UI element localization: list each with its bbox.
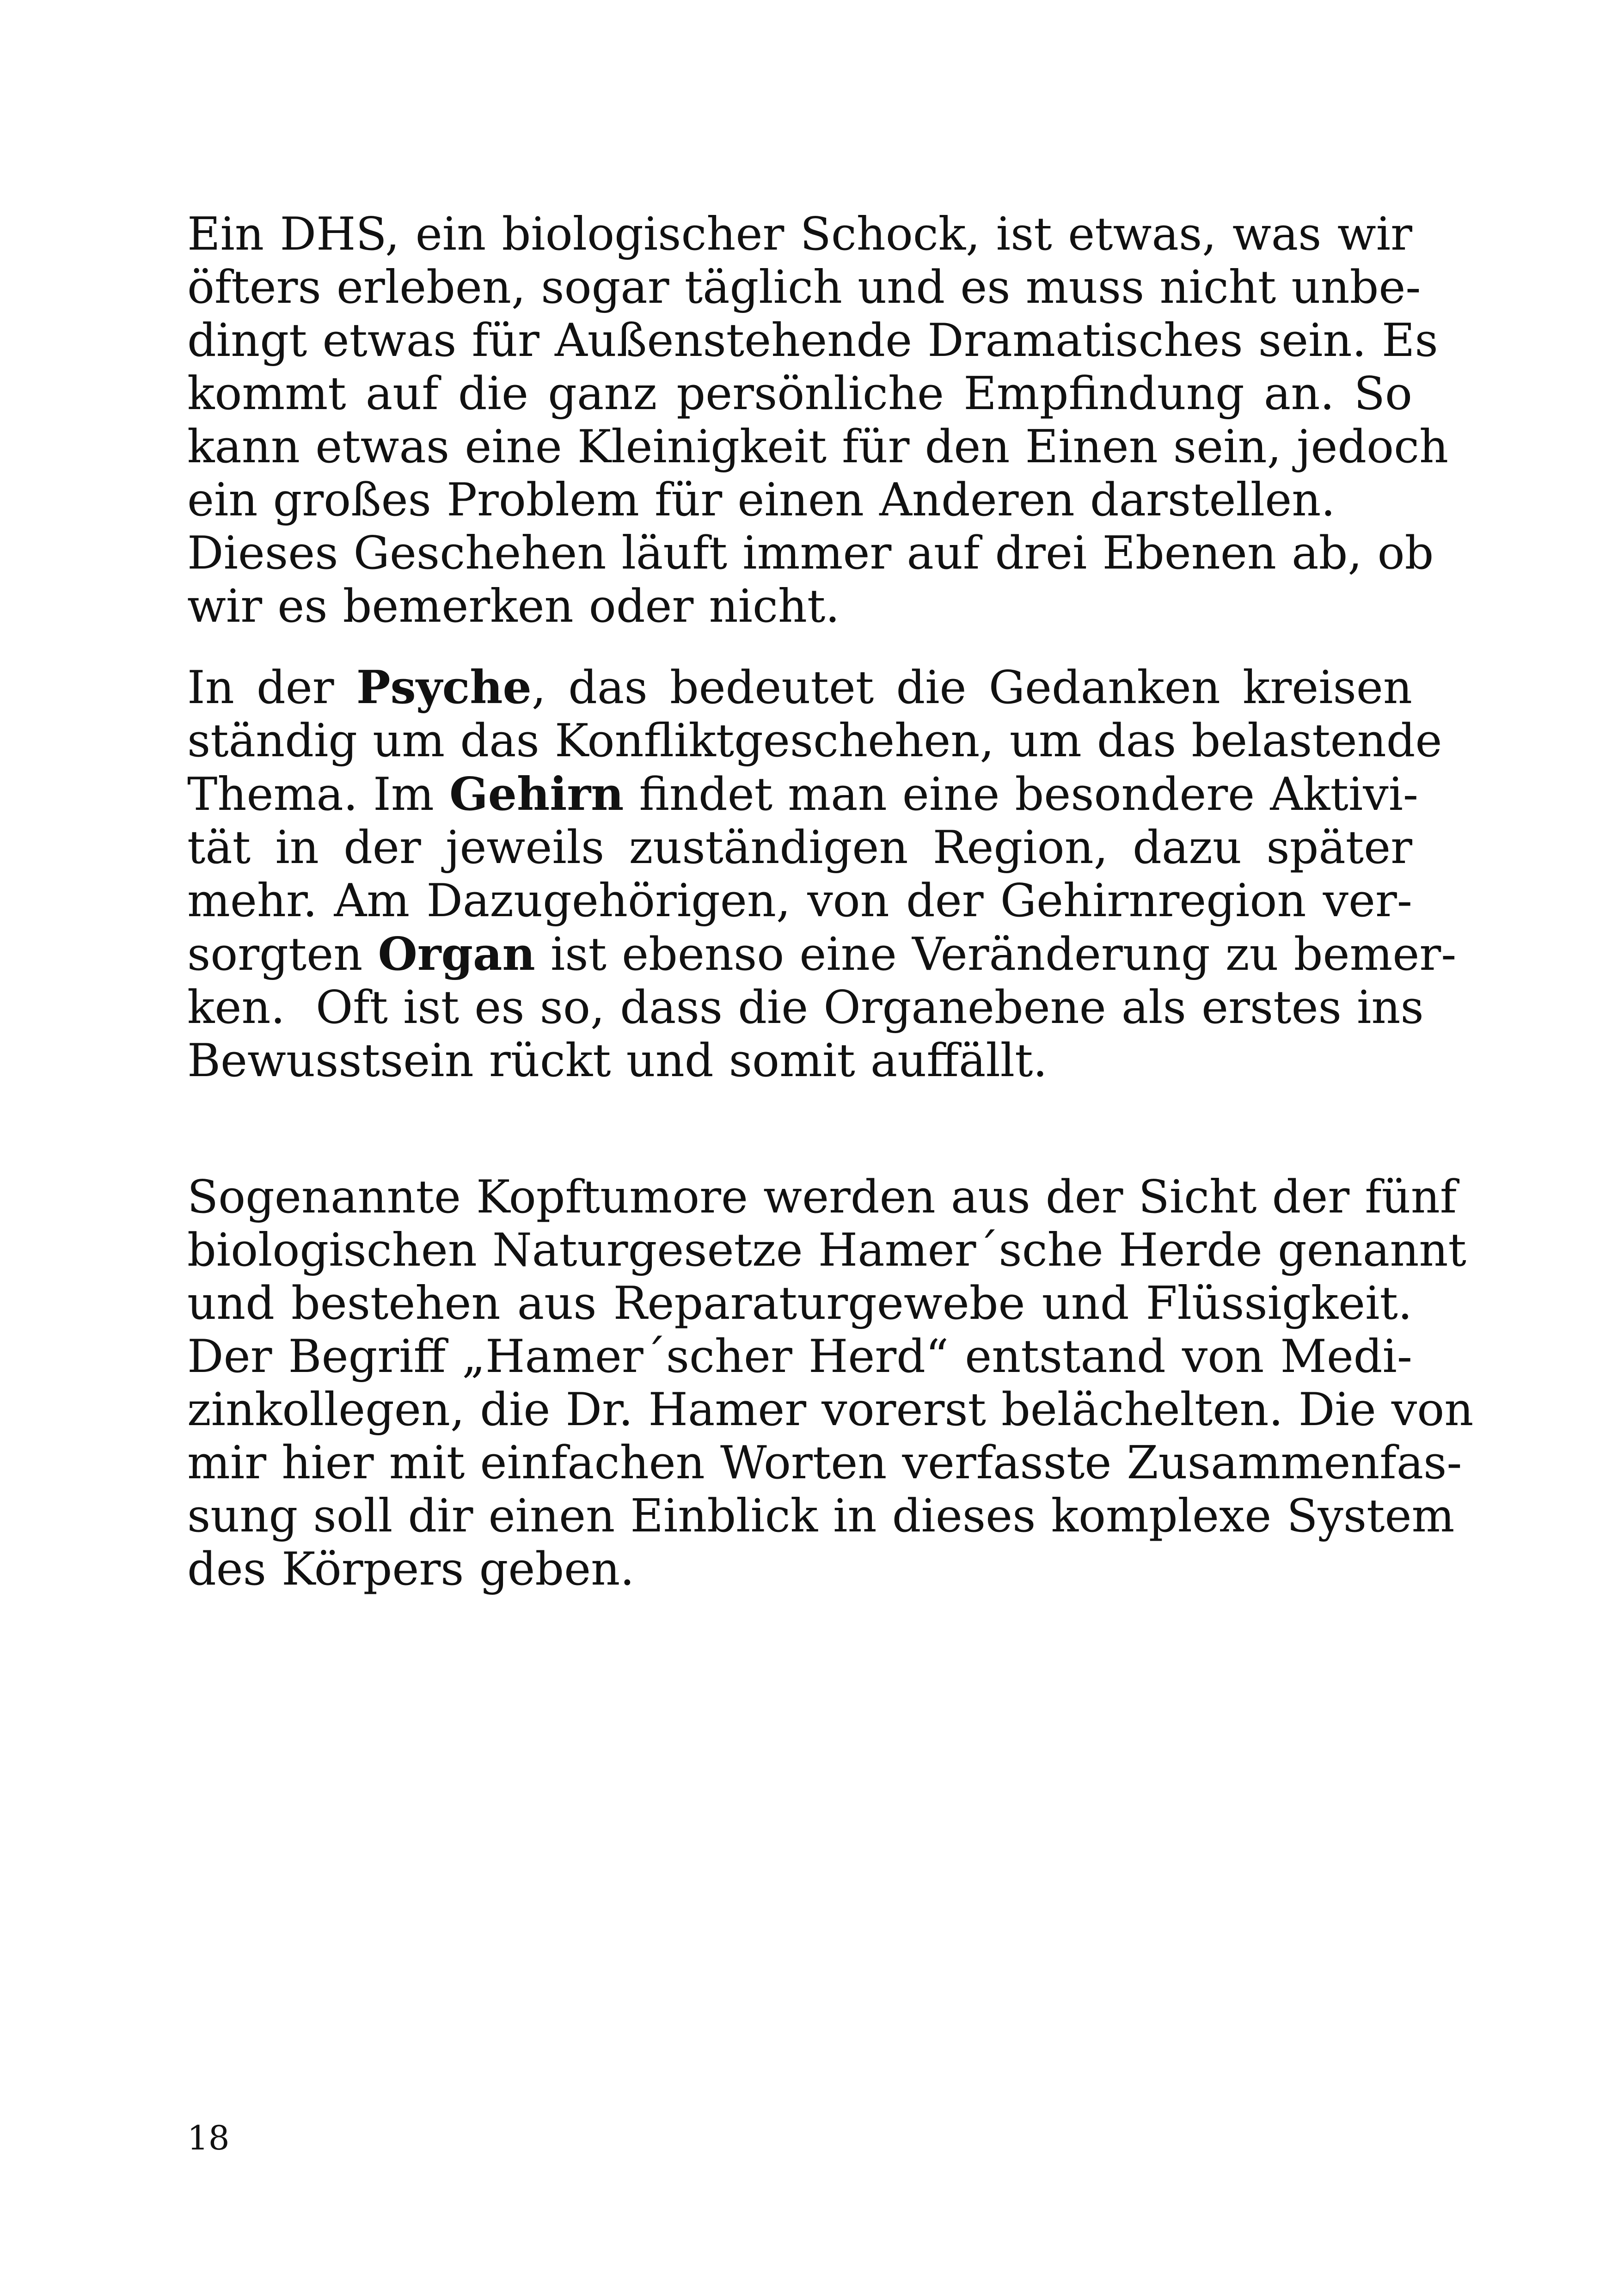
text-line: ken. Oft ist es so, dass die Organebene als erstes ins [187, 981, 1424, 1034]
text-line: zinkollegen, die Dr. Hamer vorerst belächelten. Die von [187, 1384, 1474, 1436]
text-line [187, 661, 1412, 715]
text-segment: ist ebenso eine Veränderung zu bemer- [535, 928, 1457, 981]
text-line [187, 768, 1419, 821]
keyword-psyche: Psyche [356, 661, 532, 714]
text-line [187, 928, 1457, 981]
text-line: kann etwas eine Kleinigkeit für den Einen sein, jedoch [187, 421, 1449, 473]
paragraph-ebenen [187, 527, 1434, 633]
paragraph-kopftumore [187, 1171, 1474, 1596]
text-segment: Thema. Im [187, 768, 449, 821]
text-line: ein großes Problem für einen Anderen darstellen. [187, 474, 1336, 527]
text-line: Der Begriff „Hamer´scher Herd“ entstand von Medi- [187, 1330, 1412, 1383]
paragraph-psyche-gehirn-organ [187, 661, 1457, 1088]
text-line: Sogenannte Kopftumore werden aus der Sicht der fünf [187, 1171, 1457, 1224]
text-line: des Körpers geben. [187, 1543, 635, 1596]
text-line: tät in der jeweils zuständigen Region, dazu später [187, 821, 1412, 874]
body-text [187, 208, 1474, 1596]
text-segment: In der [187, 661, 356, 714]
paragraph-dhs [187, 208, 1449, 527]
text-line: dingt etwas für Außenstehende Dramatisches sein. Es [187, 314, 1438, 367]
text-line: öfters erleben, sogar täglich und es muss nicht unbe- [187, 261, 1421, 314]
text-line: Dieses Geschehen läuft immer auf drei Ebenen ab, ob [187, 527, 1434, 580]
keyword-organ: Organ [378, 928, 535, 981]
paragraph-gap [187, 1088, 1412, 1171]
text-line: und bestehen aus Reparaturgewebe und Flüssigkeit. [187, 1277, 1412, 1330]
text-line: sung soll dir einen Einblick in dieses komplexe System [187, 1490, 1455, 1543]
text-segment: findet man eine besondere Aktivi- [624, 768, 1419, 821]
text-line: Bewusstsein rückt und somit auffällt. [187, 1035, 1048, 1087]
text-line: biologischen Naturgesetze Hamer´sche Herde genannt [187, 1224, 1466, 1277]
page-number: 18 [187, 2118, 230, 2157]
text-line: Ein DHS, ein biologischer Schock, ist etwas, was wir [187, 208, 1412, 261]
text-line: ständig um das Konfliktgeschehen, um das belastende [187, 715, 1442, 767]
text-line: kommt auf die ganz persönliche Empfindung an. So [187, 367, 1412, 420]
text-line: mir hier mit einfachen Worten verfasste Zusammenfas- [187, 1437, 1462, 1489]
text-segment: , das bedeutet die Gedanken kreisen [531, 661, 1412, 714]
text-line: wir es bemerken oder nicht. [187, 580, 840, 633]
keyword-gehirn: Gehirn [449, 768, 624, 821]
paragraph-gap [187, 633, 1412, 661]
text-segment: sorgten [187, 928, 378, 981]
text-line: mehr. Am Dazugehörigen, von der Gehirnregion ver- [187, 875, 1412, 927]
